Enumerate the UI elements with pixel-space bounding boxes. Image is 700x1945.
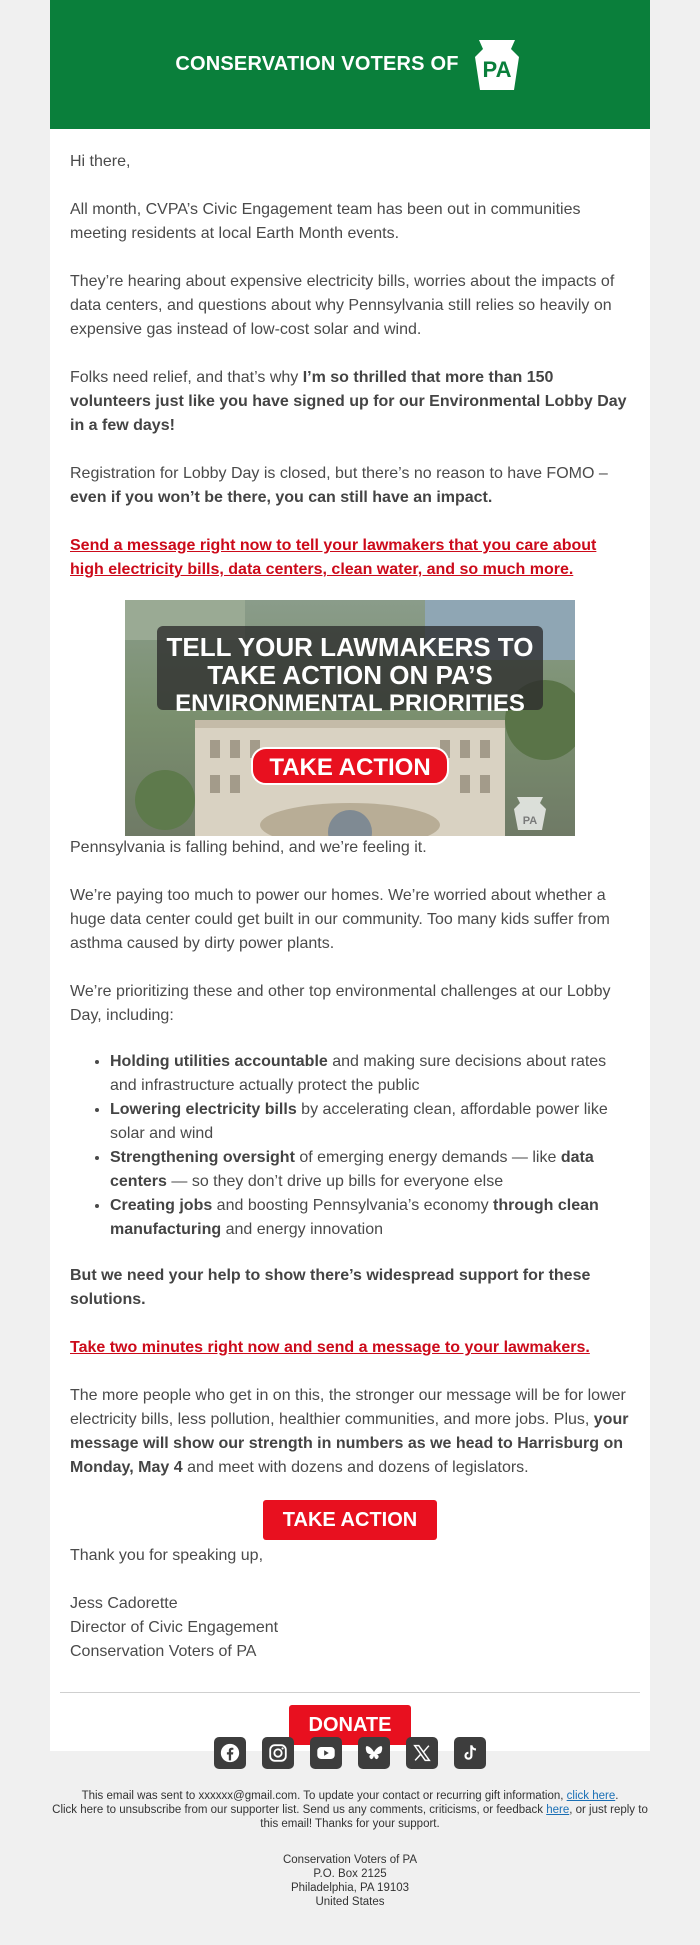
signoff bbox=[70, 1544, 630, 1664]
email-footer bbox=[0, 1789, 700, 1909]
link-paragraph-1 bbox=[70, 534, 630, 582]
take-action-button[interactable]: TAKE ACTION bbox=[263, 1500, 437, 1540]
list-item: • Holding utilities accountable and making sure decisions about rates and infrastructure actually protect the public bbox=[110, 1050, 630, 1098]
hero-pa-badge: PA bbox=[522, 815, 538, 827]
social-links bbox=[0, 1737, 700, 1769]
paragraph-9: The more people who get in on this, the stronger our message will be for lower electricity bills, less pollution, healthier communities, and more jobs. Plus, your message will show our strength in numbers as we head to Harrisburg on Monday, May 4 and meet with dozens and dozens of legislators. bbox=[70, 1387, 629, 1476]
greeting: Hi there, bbox=[70, 153, 131, 170]
paragraph-4-text: Registration for Lobby Day is closed, but there’s no reason to have FOMO – bbox=[70, 465, 608, 482]
paragraph-7: We’re prioritizing these and other top environmental challenges at our Lobby Day, including: bbox=[70, 983, 611, 1024]
tiktok-icon[interactable] bbox=[454, 1737, 486, 1769]
signature-org: Conservation Voters of PA bbox=[70, 1643, 257, 1660]
paragraph-4-bold: even if you won’t be there, you can still have an impact. bbox=[70, 489, 493, 506]
priority-list bbox=[70, 1050, 630, 1242]
paragraph-3-text: Folks need relief, and that’s why bbox=[70, 369, 303, 386]
paragraph-3 bbox=[70, 366, 630, 438]
bluesky-icon[interactable] bbox=[358, 1737, 390, 1769]
link-paragraph-2 bbox=[70, 1336, 630, 1360]
list-item: • Lowering electricity bills by accelerating clean, affordable power like solar and wind bbox=[110, 1098, 630, 1146]
hero-line-1: TELL YOUR LAWMAKERS TO bbox=[166, 632, 534, 662]
x-icon[interactable] bbox=[406, 1737, 438, 1769]
email-body bbox=[50, 129, 650, 1664]
cta-container bbox=[70, 1500, 630, 1540]
thanks-text: Thank you for speaking up, bbox=[70, 1547, 264, 1564]
paragraph-8: But we need your help to show there’s widespread support for these solutions. bbox=[70, 1267, 591, 1308]
signature-title: Director of Civic Engagement bbox=[70, 1619, 279, 1636]
instagram-icon[interactable] bbox=[262, 1737, 294, 1769]
footer-address: Conservation Voters of PA P.O. Box 2125 Philadelphia, PA 19103 United States bbox=[282, 1854, 418, 1908]
update-info-link[interactable]: click here bbox=[566, 1790, 616, 1802]
list-item: • Strengthening oversight of emerging energy demands — like data centers — so they don’t drive up bills for everyone else bbox=[110, 1146, 630, 1194]
take-action-hero-image[interactable] bbox=[125, 600, 575, 836]
youtube-icon[interactable] bbox=[310, 1737, 342, 1769]
email-header bbox=[50, 0, 650, 129]
feedback-link[interactable]: here bbox=[546, 1804, 570, 1816]
logo-text: PA bbox=[482, 56, 512, 82]
hero-line-2: TAKE ACTION ON PA’S bbox=[207, 660, 493, 690]
hero-take-action-button: TAKE ACTION bbox=[269, 754, 431, 781]
email-card bbox=[50, 0, 650, 1751]
paragraph-1: All month, CVPA’s Civic Engagement team has been out in communities meeting residents at local Earth Month events. bbox=[70, 201, 581, 242]
hero-graphic bbox=[125, 600, 575, 836]
keystone-logo-icon bbox=[469, 37, 525, 93]
divider bbox=[60, 1692, 640, 1693]
send-message-link-2[interactable]: Take two minutes right now and send a message to your lawmakers. bbox=[70, 1339, 590, 1356]
footer-legal: This email was sent to xxxxxx@gmail.com. To update your contact or recurring gift information, click here. Click here to unsubscribe from our supporter list. Send us any comments, criticisms, or feedback here, or just reply to this email! Thanks for your support. bbox=[52, 1790, 648, 1830]
paragraph-5: Pennsylvania is falling behind, and we’re feeling it. bbox=[70, 839, 427, 856]
org-name: CONSERVATION VOTERS OF bbox=[175, 53, 459, 75]
send-message-link[interactable]: Send a message right now to tell your lawmakers that you care about high electricity bills, data centers, clean water, and so much more. bbox=[70, 537, 597, 578]
facebook-icon[interactable] bbox=[214, 1737, 246, 1769]
signature-name: Jess Cadorette bbox=[70, 1595, 178, 1612]
paragraph-6: We’re paying too much to power our homes. We’re worried about whether a huge data center could get built in our community. Too many kids suffer from asthma caused by dirty power plants. bbox=[70, 887, 610, 952]
hero-line-3: ENVIRONMENTAL PRIORITIES bbox=[175, 690, 525, 717]
list-item: • Creating jobs and boosting Pennsylvania’s economy through clean manufacturing and energy innovation bbox=[110, 1194, 630, 1242]
paragraph-4 bbox=[70, 462, 630, 510]
paragraph-3-bold: I’m so thrilled that more than 150 volunteers just like you have signed up for our Environmental Lobby Day in a few days! bbox=[70, 369, 627, 434]
paragraph-2: They’re hearing about expensive electricity bills, worries about the impacts of data centers, and questions about why Pennsylvania still relies so heavily on expensive gas instead of low-cost solar and wind. bbox=[70, 273, 615, 338]
donate-button[interactable]: DONATE bbox=[289, 1705, 411, 1745]
